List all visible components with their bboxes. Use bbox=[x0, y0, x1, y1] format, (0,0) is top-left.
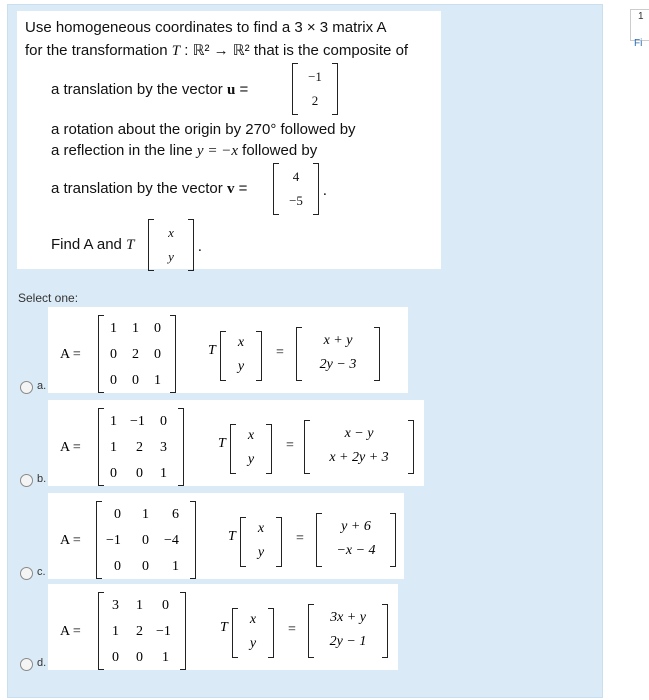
vector-xy-entry: x bbox=[168, 225, 174, 240]
option-a-formula: A = 1 1 0 0 2 0 0 0 1 T x y = x + y 2y − 3 bbox=[48, 307, 408, 393]
vector-xy-d: x y bbox=[232, 608, 274, 658]
select-one-label: Select one: bbox=[18, 291, 79, 305]
option-label[interactable]: c. bbox=[37, 566, 46, 578]
option-label[interactable]: b. bbox=[37, 473, 47, 485]
answer-option-b[interactable] bbox=[8, 398, 448, 490]
vector-u-entry: −1 bbox=[308, 69, 322, 84]
reflection-line: a reflection in the line y = −x followed by bbox=[51, 142, 318, 159]
translation-v-line: a translation by the vector v = bbox=[51, 180, 248, 197]
radio-button-c[interactable] bbox=[20, 567, 33, 580]
vector-v-entry: 4 bbox=[292, 169, 300, 184]
find-line: Find A and T bbox=[51, 236, 135, 253]
vector-u bbox=[292, 63, 338, 115]
result-vector-d: 3x + y 2y − 1 bbox=[308, 604, 388, 658]
finish-link[interactable]: Fi bbox=[634, 38, 643, 49]
answer-option-a[interactable] bbox=[8, 305, 448, 397]
vector-xy-b: x y bbox=[230, 424, 272, 474]
answer-option-d[interactable] bbox=[8, 582, 448, 674]
matrix-a: 1 1 0 0 2 0 0 0 1 bbox=[98, 315, 176, 393]
option-label[interactable]: a. bbox=[37, 380, 47, 392]
radio-button-d[interactable] bbox=[20, 658, 33, 671]
option-label[interactable]: d. bbox=[37, 657, 47, 669]
vector-v bbox=[273, 163, 319, 215]
option-d-formula: A = 3 1 0 1 2 −1 0 0 1 T x y = 3x + y 2y − 1 bbox=[48, 584, 398, 670]
result-vector-c: y + 6 −x − 4 bbox=[316, 513, 396, 567]
translation-u-line: a translation by the vector u = bbox=[51, 81, 249, 98]
matrix-b: 1 −1 0 1 2 3 0 0 1 bbox=[98, 408, 184, 486]
vector-xy bbox=[148, 219, 194, 271]
vector-xy-c: x y bbox=[240, 517, 282, 567]
vector-xy-a: x y bbox=[220, 331, 262, 381]
question-number[interactable]: 1 bbox=[638, 11, 644, 22]
matrix-d: 3 1 0 1 2 −1 0 0 1 bbox=[98, 592, 186, 670]
question-line-1: Use homogeneous coordinates to find a 3 × 3 matrix A bbox=[25, 19, 387, 36]
vector-u-entry: 2 bbox=[311, 93, 319, 108]
question-line-2: for the transformation T : ℝ² → ℝ² that is the composite of bbox=[25, 42, 409, 59]
option-b-formula: A = 1 −1 0 1 2 3 0 0 1 T x y = x − y x + 2y + 3 bbox=[48, 400, 424, 486]
radio-button-b[interactable] bbox=[20, 474, 33, 487]
answer-option-c[interactable] bbox=[8, 491, 448, 583]
option-c-formula: A = 0 1 6 −1 0 −4 0 0 1 T x y = y + 6 −x − 4 bbox=[48, 493, 404, 579]
result-vector-a: x + y 2y − 3 bbox=[296, 327, 380, 381]
matrix-c: 0 1 6 −1 0 −4 0 0 1 bbox=[96, 501, 196, 579]
radio-button-a[interactable] bbox=[20, 381, 33, 394]
result-vector-b: x − y x + 2y + 3 bbox=[304, 420, 414, 474]
vector-xy-entry: y bbox=[168, 249, 174, 264]
question-text-box: Use homogeneous coordinates to find a 3 × 3 matrix A for the transformation T : ℝ² → ℝ² that is the composite of a translation by the vector u = −1 2 a rotation about the origin by 270° followed by a reflection in the line y = −x followed by a translation by the vector v = 4 −5 . Find A and T x y . bbox=[17, 11, 441, 269]
question-panel bbox=[7, 4, 603, 698]
vector-v-entry: −5 bbox=[289, 193, 303, 208]
rotation-line: a rotation about the origin by 270° followed by bbox=[51, 121, 356, 138]
